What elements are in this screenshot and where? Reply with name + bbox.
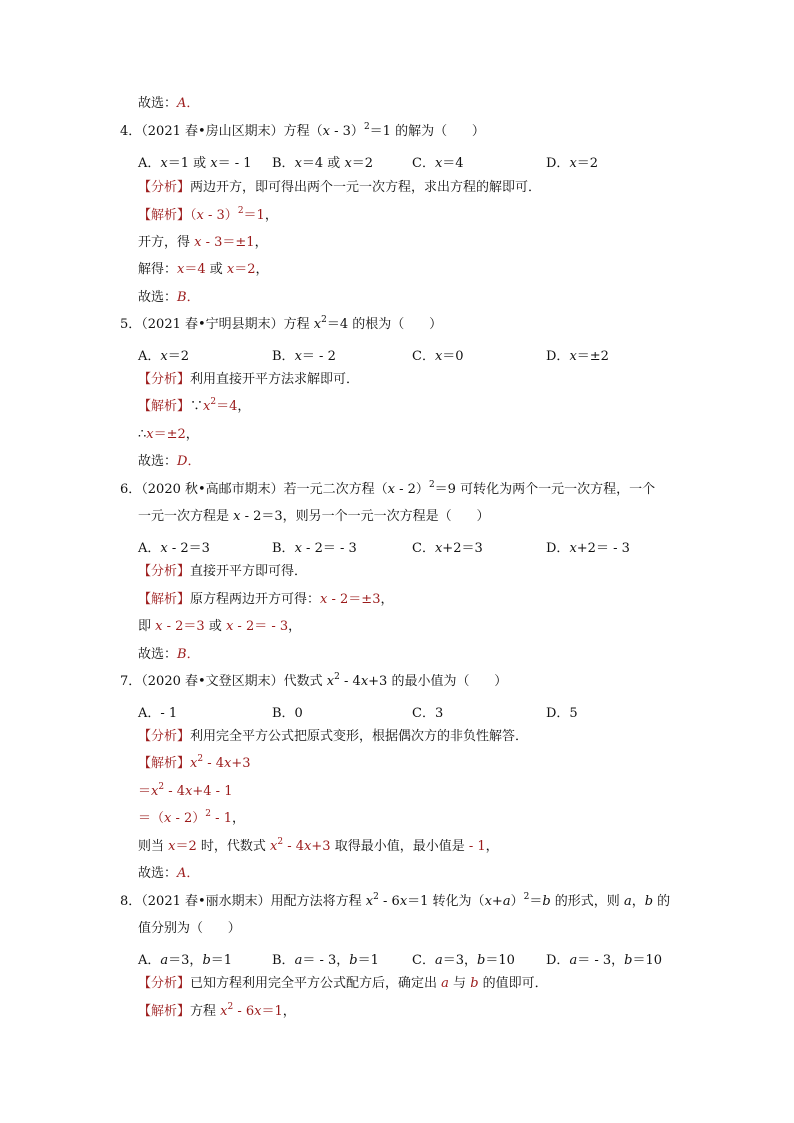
solution-line: 则当 x＝2 时，代数式 $x^2 - 4x+3$ 取得最小值，最小值是 - 1， [138,837,499,854]
solution-line: 即 x - 2＝3 或 x - 2＝ - 3， [138,619,302,634]
solution-line: ＝（x - 2）$^2$ - 1， [138,809,245,826]
question-5: 5．（2021 春•宁明县期末）方程 $x^2=4$ 的根为（ ） [120,315,443,332]
option-d: D．x+2＝ - 3 [546,541,630,556]
solution-q8: 【解析】方程 $x^2 - 6x=1$， [138,1002,296,1019]
answer-line: 故选：B． [138,290,200,305]
option-b: B．a＝ - 3，b＝1 [272,953,379,968]
option-c: C．3 [412,706,444,721]
analysis-q5: 【分析】利用直接开平方法求解即可． [138,372,360,387]
solution-q5: 【解析】$\because x^2=4$， [138,397,251,414]
option-b: B．x＝4 或 x＝2 [272,156,374,171]
question-8-cont: 值分别为（ ） [138,921,241,936]
analysis-q6: 【分析】直接开平方即可得． [138,564,308,579]
analysis-q4: 【分析】两边开方，即可得出两个一元一次方程，求出方程的解即可． [138,180,542,195]
analysis-q8: 【分析】已知方程利用完全平方公式配方后，确定出 a 与 b 的值即可． [138,976,548,991]
option-b: B．0 [272,706,303,721]
option-d: D．x＝±2 [546,349,609,364]
option-a: A．- 1 [138,706,178,721]
answer-line: 故选：B． [138,647,200,662]
question-8: 8．（2021 春•丽水期末）用配方法将方程 $x^2 - 6x=1$ 转化为$(x+a)^2=b$ 的形式，则 a，b 的 [120,892,671,909]
solution-line: 开方，得 x - 3＝±1， [138,235,268,250]
question-7: 7．（2020 春•文登区期末）代数式 $x^2 - 4x+3$ 的最小值为（ ） [120,672,508,689]
answer-line: 故选：A． [138,96,200,111]
analysis-q7: 【分析】利用完全平方公式把原式变形，根据偶次方的非负性解答． [138,729,529,744]
option-b: B．x - 2＝ - 3 [272,541,357,556]
option-b: B．x＝ - 2 [272,349,336,364]
option-c: C．a＝3，b＝10 [412,953,515,968]
option-a: A．x - 2＝3 [138,541,210,556]
option-c: C．x＝4 [412,156,464,171]
question-6: 6．（2020 秋•高邮市期末）若一元二次方程（x - 2）$^2$＝9 可转化为两个一元一次方程，一个 [120,480,656,497]
answer-line: 故选：A． [138,866,200,881]
answer-line: 故选：D． [138,454,201,469]
option-d: D．a＝ - 3，b＝10 [546,953,663,968]
option-a: A．x＝2 [138,349,190,364]
option-c: C．x＝0 [412,349,464,364]
question-4: 4．（2021 春•房山区期末）方程（x - 3）$^2$＝1 的解为（ ） [120,122,485,139]
option-a: A．x＝1 或 x＝ - 1 [138,156,252,171]
solution-q4: 【解析】（x - 3）$^2$＝1， [138,206,278,223]
option-a: A．a＝3，b＝1 [138,953,233,968]
solution-q6: 【解析】原方程两边开方可得：x - 2＝±3， [138,592,394,607]
solution-line: 解得：x＝4 或 x＝2， [138,262,269,277]
option-d: D．5 [546,706,578,721]
solution-line: $=x^2 - 4x+4 - 1$ [138,782,233,799]
option-d: D．x＝2 [546,156,599,171]
solution-q7: 【解析】$x^2 - 4x+3$ [138,754,251,771]
option-c: C．x+2＝3 [412,541,483,556]
solution-line: ∴x＝±2， [138,427,199,442]
question-6-cont: 一元一次方程是 x - 2＝3，则另一个一元一次方程是（ ） [138,509,490,524]
